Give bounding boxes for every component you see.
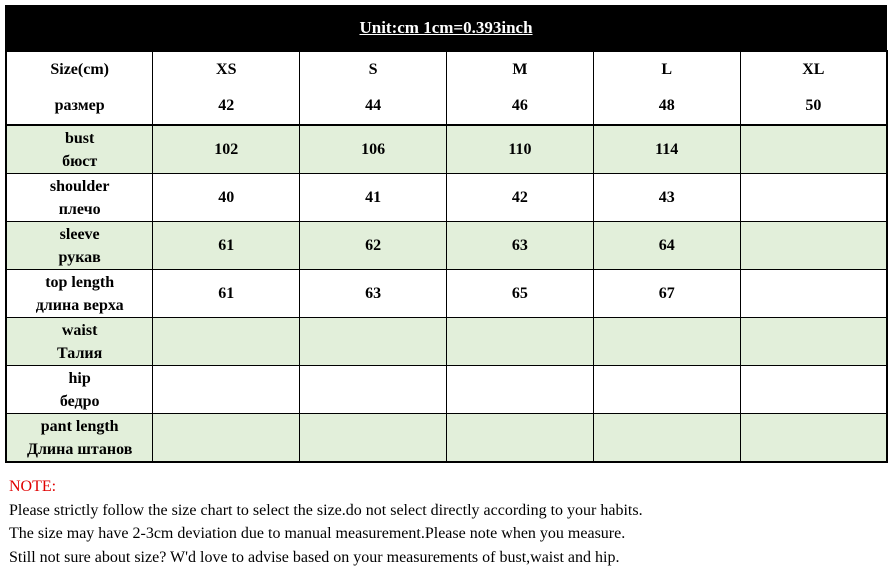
measurement-value: 102	[153, 125, 300, 174]
measurement-row	[6, 414, 887, 463]
measurement-row	[6, 270, 887, 318]
size-cell	[446, 51, 593, 125]
measurement-label: sleeve	[7, 223, 152, 246]
size-header-row	[6, 51, 887, 125]
size-chart-table	[5, 50, 888, 463]
measurement-value: 61	[153, 222, 300, 270]
size-cell	[593, 51, 740, 125]
measurement-value	[740, 270, 887, 318]
measurement-label-ru: Длина штанов	[7, 438, 152, 461]
note-line: Please strictly follow the size chart to select the size.do not select directly according to your habits.	[9, 499, 643, 523]
measurement-value	[740, 222, 887, 270]
measurement-value	[300, 318, 447, 366]
size-cell	[153, 51, 300, 125]
measurement-value: 63	[446, 222, 593, 270]
size-name: L	[594, 52, 740, 88]
measurement-label-cell	[6, 270, 153, 318]
measurement-label-ru: плечо	[7, 198, 152, 221]
measurement-value	[740, 125, 887, 174]
size-label: Size(cm)	[7, 52, 152, 88]
measurement-value: 106	[300, 125, 447, 174]
measurement-label-cell	[6, 125, 153, 174]
measurement-value: 65	[446, 270, 593, 318]
measurement-value: 67	[593, 270, 740, 318]
measurement-value	[740, 414, 887, 463]
measurement-label-ru: длина верха	[7, 294, 152, 317]
measurement-label: waist	[7, 319, 152, 342]
measurement-label: bust	[7, 127, 152, 150]
measurement-value	[593, 366, 740, 414]
unit-title: Unit:cm 1cm=0.393inch	[359, 18, 532, 38]
size-label-ru: размер	[7, 88, 152, 124]
measurement-label-ru: бюст	[7, 150, 152, 173]
note-line: The size may have 2-3cm deviation due to manual measurement.Please note when you measure.	[9, 522, 643, 546]
measurement-value	[300, 414, 447, 463]
size-number: 46	[447, 88, 593, 124]
measurement-value: 41	[300, 174, 447, 222]
measurement-value	[153, 414, 300, 463]
measurement-row	[6, 222, 887, 270]
measurement-value	[153, 318, 300, 366]
measurement-label: top length	[7, 271, 152, 294]
measurement-label-ru: рукав	[7, 246, 152, 269]
size-cell	[740, 51, 887, 125]
note-line: Still not sure about size? W'd love to advise based on your measurements of bust,waist and hip.	[9, 546, 643, 569]
size-label-cell	[6, 51, 153, 125]
measurement-value: 42	[446, 174, 593, 222]
measurement-value	[153, 366, 300, 414]
measurement-value: 114	[593, 125, 740, 174]
note-title: NOTE:	[9, 475, 643, 499]
size-cell	[300, 51, 447, 125]
measurement-value: 61	[153, 270, 300, 318]
measurement-value: 40	[153, 174, 300, 222]
size-name: S	[300, 52, 446, 88]
measurement-value	[446, 414, 593, 463]
measurement-value	[740, 318, 887, 366]
measurement-value	[300, 366, 447, 414]
measurement-row	[6, 174, 887, 222]
measurement-row	[6, 125, 887, 174]
size-number: 42	[153, 88, 299, 124]
measurement-value: 64	[593, 222, 740, 270]
measurement-label-cell	[6, 414, 153, 463]
measurement-value	[740, 174, 887, 222]
measurement-value: 63	[300, 270, 447, 318]
measurement-label: pant length	[7, 415, 152, 438]
measurement-value	[740, 366, 887, 414]
measurement-label-cell	[6, 318, 153, 366]
measurement-label-cell	[6, 222, 153, 270]
measurement-row	[6, 366, 887, 414]
size-number: 44	[300, 88, 446, 124]
measurement-row	[6, 318, 887, 366]
measurement-value	[446, 318, 593, 366]
unit-header	[5, 5, 887, 51]
measurement-label: hip	[7, 367, 152, 390]
measurement-label: shoulder	[7, 175, 152, 198]
measurement-label-ru: Талия	[7, 342, 152, 365]
size-name: M	[447, 52, 593, 88]
size-number: 50	[741, 88, 886, 124]
measurement-label-ru: бедро	[7, 390, 152, 413]
measurement-value: 62	[300, 222, 447, 270]
measurement-value	[593, 414, 740, 463]
measurement-value	[593, 318, 740, 366]
measurement-label-cell	[6, 366, 153, 414]
size-name: XS	[153, 52, 299, 88]
measurement-value: 43	[593, 174, 740, 222]
measurement-value: 110	[446, 125, 593, 174]
size-number: 48	[594, 88, 740, 124]
note-section	[9, 475, 643, 569]
measurement-label-cell	[6, 174, 153, 222]
measurement-value	[446, 366, 593, 414]
size-name: XL	[741, 52, 886, 88]
